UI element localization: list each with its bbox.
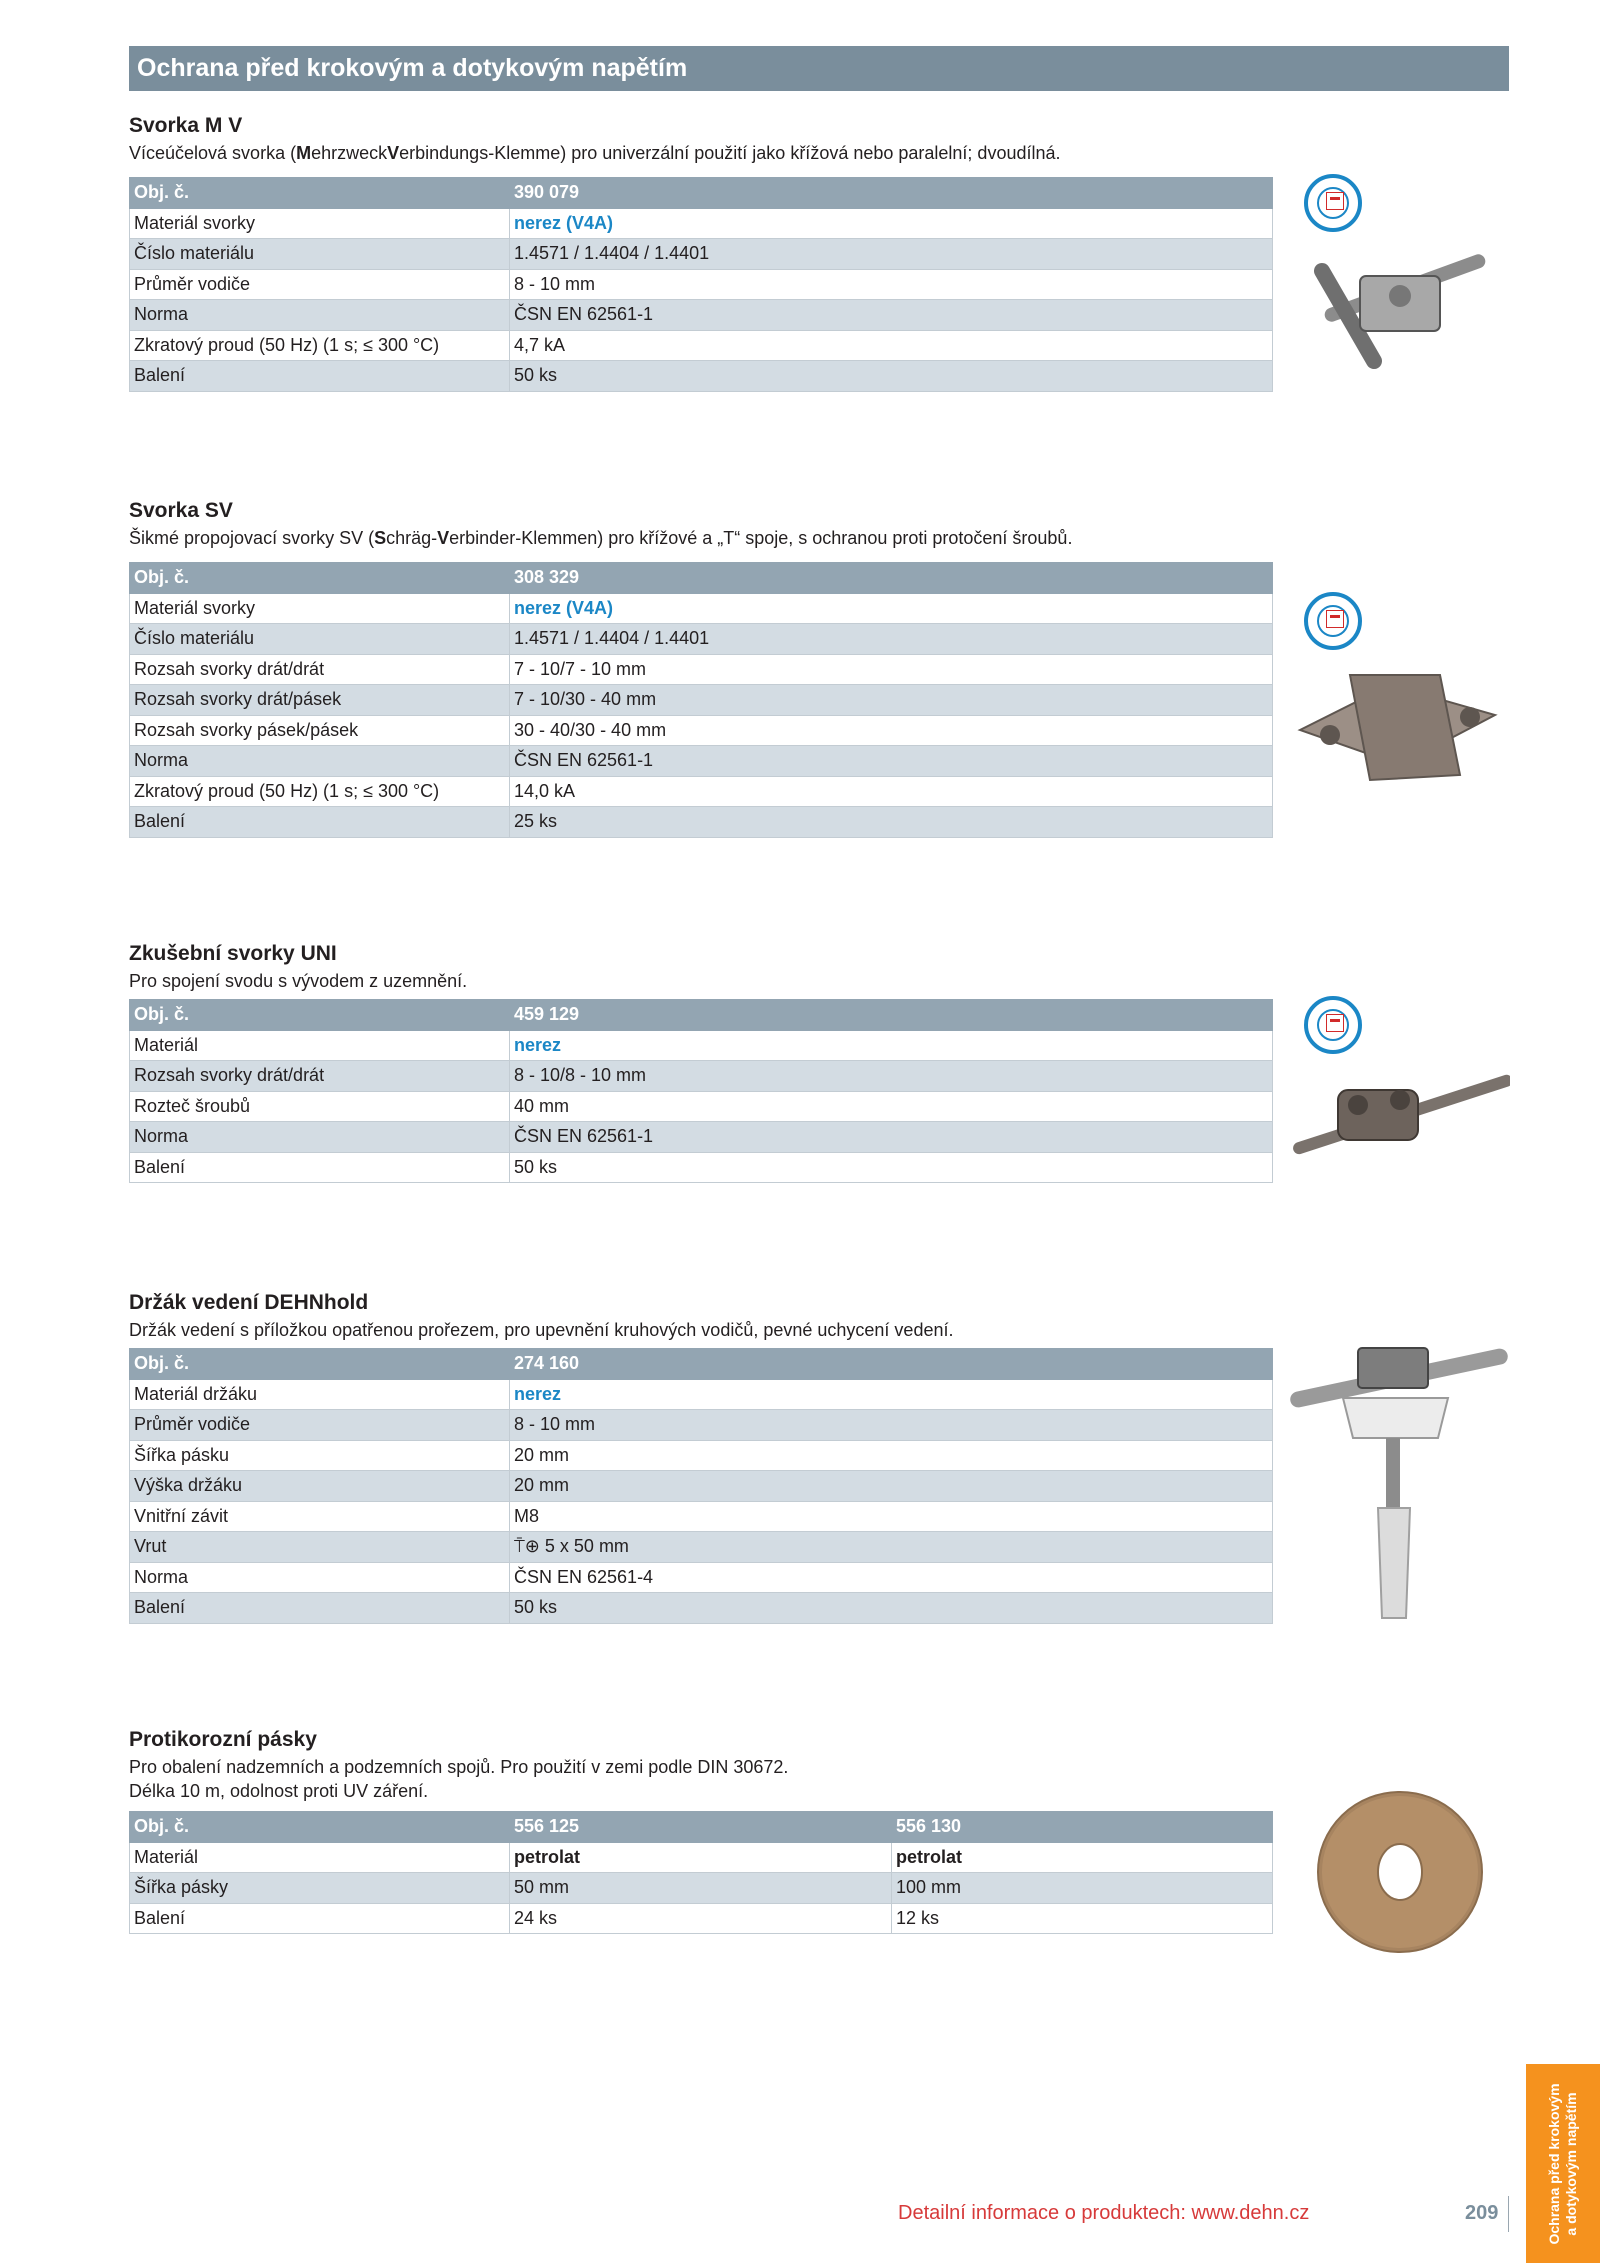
spec-table — [129, 1348, 1273, 1624]
spec-table — [129, 999, 1273, 1183]
table-row: Balení 50 ks — [130, 361, 1273, 392]
table-row: Průměr vodiče 8 - 10 mm — [130, 1410, 1273, 1441]
conductor-holder-photo — [1288, 1318, 1510, 1628]
screwdriver-icon: ⍑⊕ — [514, 1536, 540, 1557]
section-description-line-1: Pro obalení nadzemních a podzemních spojů. Pro použití v zemi podle DIN 30672. — [129, 1757, 789, 1777]
table-row: Výška držáku 20 mm — [130, 1471, 1273, 1502]
product-section-svorka-sv — [129, 496, 1273, 838]
chapter-side-tab[interactable] — [1526, 2064, 1600, 2263]
table-row: Šířka pásky 50 mm 100 mm — [130, 1873, 1273, 1904]
table-row: Rozsah svorky pásek/pásek 30 - 40/30 - 40 mm — [130, 715, 1273, 746]
spec-table — [129, 562, 1273, 838]
chapter-side-tab-label: Ochrana před krokovým a dotykovým napětím — [1546, 2082, 1579, 2245]
order-label: Obj. č. — [130, 178, 510, 209]
product-section-tape — [129, 1725, 1273, 1934]
table-row: Balení 50 ks — [130, 1593, 1273, 1624]
section-title: Držák vedení DEHNhold — [129, 1291, 369, 1314]
table-header-row — [130, 1349, 1273, 1380]
table-header-row — [130, 563, 1273, 594]
product-section-dehnhold — [129, 1288, 1273, 1624]
table-row: Norma ČSN EN 62561-1 — [130, 1122, 1273, 1153]
table-row: Materiál držáku nerez — [130, 1379, 1273, 1410]
order-number: 459 129 — [510, 1000, 1273, 1031]
section-description: Pro spojení svodu s vývodem z uzemnění. — [129, 971, 468, 991]
table-row: Vnitřní závit M8 — [130, 1501, 1273, 1532]
table-row: Číslo materiálu 1.4571 / 1.4404 / 1.4401 — [130, 239, 1273, 270]
table-header-row — [130, 1000, 1273, 1031]
section-description: Víceúčelová svorka (MehrzweckVerbindungs-Klemme) pro univerzální použití jako křížová nebo paralelní; dvoudílná. — [129, 143, 1061, 163]
table-row: Rozsah svorky drát/drát 7 - 10/7 - 10 mm — [130, 654, 1273, 685]
oblique-clamp-photo — [1290, 655, 1505, 805]
order-number: 556 125 — [510, 1812, 892, 1843]
table-row: Materiál nerez — [130, 1030, 1273, 1061]
product-section-uni — [129, 939, 1273, 1183]
product-section-svorka-mv — [129, 111, 1273, 392]
tested-badge-icon — [1304, 996, 1362, 1054]
cross-clamp-photo — [1300, 236, 1500, 386]
table-header-row — [130, 178, 1273, 209]
tested-badge-icon — [1304, 174, 1362, 232]
table-row: Materiál petrolat petrolat — [130, 1842, 1273, 1873]
section-title: Svorka SV — [129, 499, 233, 522]
table-row: Materiál svorky nerez (V4A) — [130, 593, 1273, 624]
footer-product-link[interactable]: Detailní informace o produktech: www.dehn.cz — [898, 2202, 1310, 2224]
order-number: 274 160 — [510, 1349, 1273, 1380]
order-number: 308 329 — [510, 563, 1273, 594]
table-header-row — [130, 1812, 1273, 1843]
section-title: Protikorozní pásky — [129, 1728, 317, 1751]
table-row: Vrut ⍑⊕ 5 x 50 mm — [130, 1532, 1273, 1563]
test-clamp-photo — [1288, 1050, 1510, 1190]
table-row: Norma ČSN EN 62561-1 — [130, 300, 1273, 331]
table-row: Zkratový proud (50 Hz) (1 s; ≤ 300 °C) 14,0 kA — [130, 776, 1273, 807]
table-row: Šířka pásku 20 mm — [130, 1440, 1273, 1471]
section-description: Šikmé propojovací svorky SV (Schräg-Verbinder-Klemmen) pro křížové a „T“ spoje, s ochranou proti protočení šroubů. — [129, 528, 1073, 548]
table-row: Rozsah svorky drát/pásek 7 - 10/30 - 40 mm — [130, 685, 1273, 716]
table-row: Materiál svorky nerez (V4A) — [130, 208, 1273, 239]
table-row: Rozteč šroubů 40 mm — [130, 1091, 1273, 1122]
order-label: Obj. č. — [130, 1000, 510, 1031]
tested-badge-icon — [1304, 592, 1362, 650]
spec-table — [129, 177, 1273, 392]
order-number: 556 130 — [892, 1812, 1273, 1843]
table-row: Balení 50 ks — [130, 1152, 1273, 1183]
order-number: 390 079 — [510, 178, 1273, 209]
table-row: Balení 24 ks 12 ks — [130, 1903, 1273, 1934]
table-row: Balení 25 ks — [130, 807, 1273, 838]
section-description-line-2: Délka 10 m, odolnost proti UV záření. — [129, 1781, 429, 1801]
table-row: Průměr vodiče 8 - 10 mm — [130, 269, 1273, 300]
order-label: Obj. č. — [130, 1349, 510, 1380]
tape-roll-photo — [1315, 1790, 1485, 1955]
table-row: Rozsah svorky drát/drát 8 - 10/8 - 10 mm — [130, 1061, 1273, 1092]
page-number-divider — [1508, 2196, 1509, 2232]
table-row: Číslo materiálu 1.4571 / 1.4404 / 1.4401 — [130, 624, 1273, 655]
table-row: Norma ČSN EN 62561-4 — [130, 1562, 1273, 1593]
page-title: Ochrana před krokovým a dotykovým napětím — [137, 54, 688, 82]
spec-table — [129, 1811, 1273, 1934]
table-row: Norma ČSN EN 62561-1 — [130, 746, 1273, 777]
order-label: Obj. č. — [130, 563, 510, 594]
order-label: Obj. č. — [130, 1812, 510, 1843]
section-title: Svorka M V — [129, 114, 243, 137]
page-header-banner — [129, 46, 1509, 91]
section-title: Zkušební svorky UNI — [129, 942, 337, 965]
table-row: Zkratový proud (50 Hz) (1 s; ≤ 300 °C) 4,7 kA — [130, 330, 1273, 361]
section-description: Držák vedení s příložkou opatřenou prořezem, pro upevnění kruhových vodičů, pevné uchycení vedení. — [129, 1320, 954, 1340]
page-number: 209 — [1465, 2202, 1499, 2224]
